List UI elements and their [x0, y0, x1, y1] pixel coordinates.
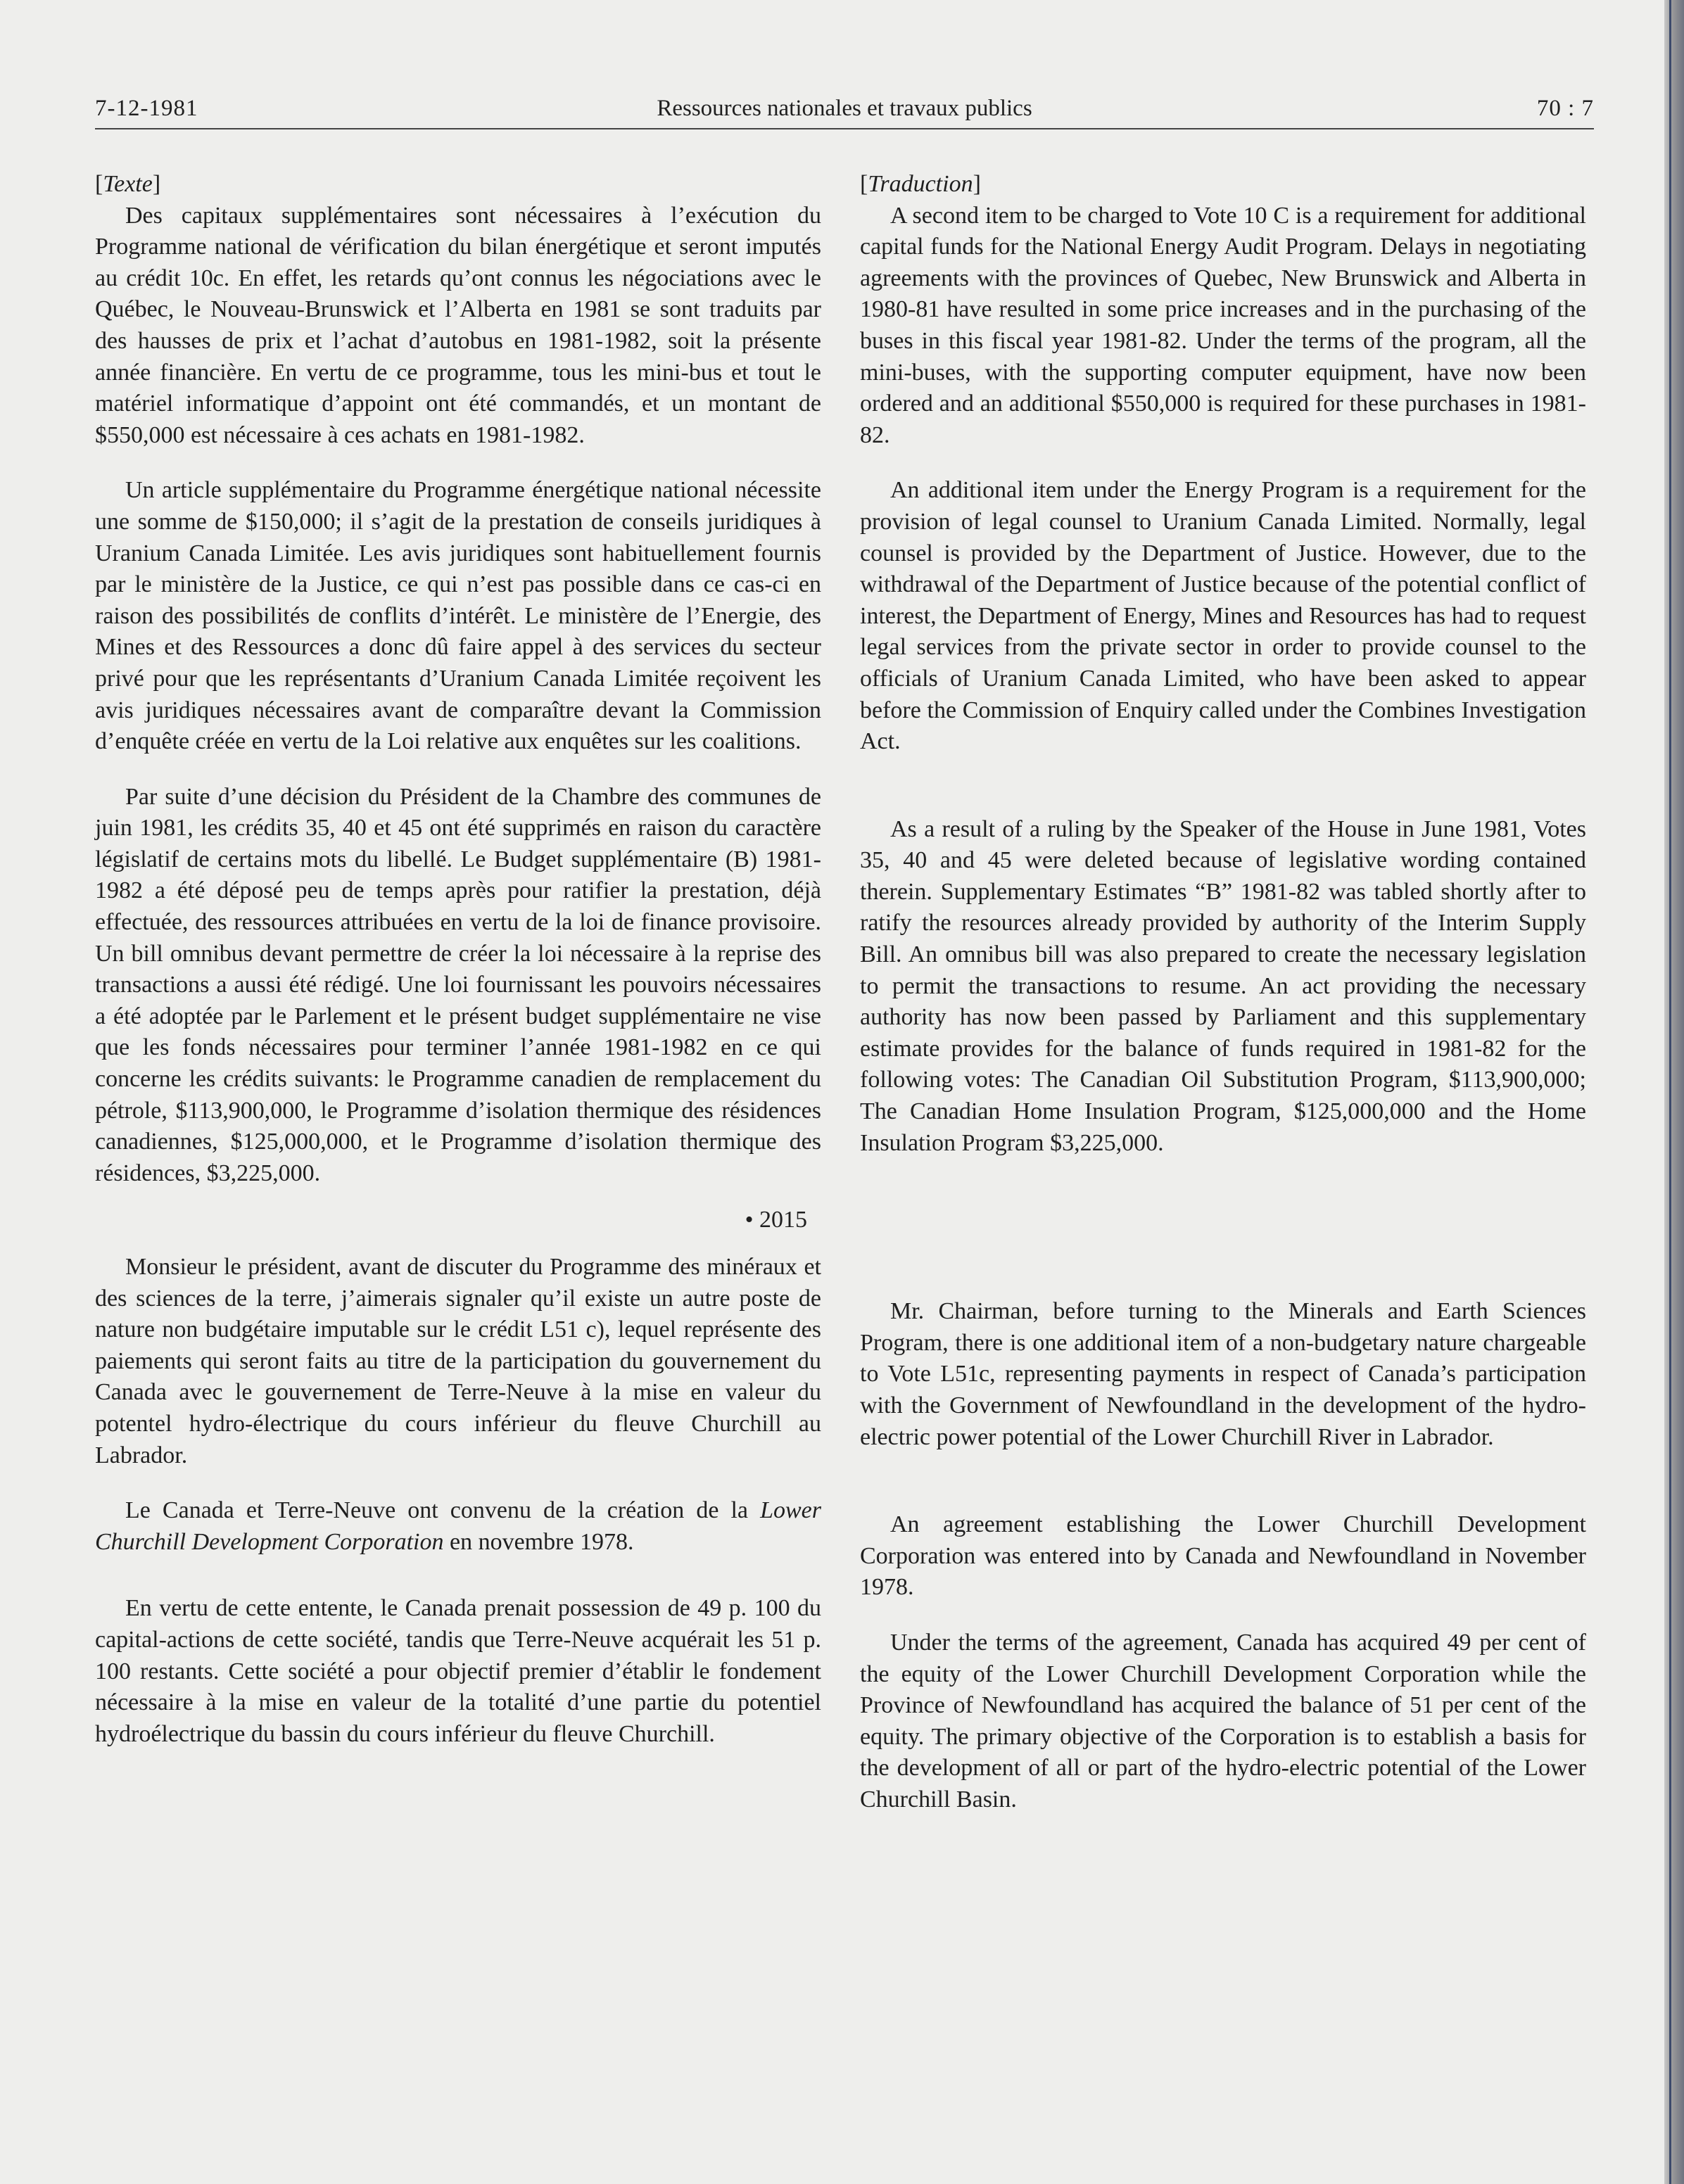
header-title: Ressources nationales et travaux publics [657, 96, 1032, 121]
paragraph: A second item to be charged to Vote 10 C is a requirement for additional capital funds for the National Energy Audit Program. Delays in negotiating agreements with the provinces of Quebec, New Brunswick and Alberta in 1980-81 have resulted in some price increases and in the purchasing of the buses in this fiscal year 1981-82. Under the terms of the program, all the mini-buses, with the supporting computer equipment, have now been ordered and an additional $550,000 is required for these purchases in 1981-82. [860, 202, 1586, 448]
paragraph: Des capitaux supplémentaires sont nécessaires à l’exécution du Programme national de vérification du bilan énergétique et seront imputés au crédit 10c. En effet, les retards qu’ont connus les négociations avec le Québec, le Nouveau-Brunswick et l’Alberta en 1981 se sont traduits par des hausses de prix et l’achat d’autobus en 1981-1982, soit la présente année financière. En vertu de ce programme, tous les mini-bus et tout le matériel informatique d’appoint ont été commandés, et un montant de $550,000 est nécessaire à ces achats en 1981-1982. [95, 202, 821, 448]
paragraph: Par suite d’une décision du Président de la Chambre des communes de juin 1981, les crédits 35, 40 et 45 ont été supprimés en raison du caractère législatif de certains mots du libellé. Le Budget supplémentaire (B) 1981-1982 a été déposé peu de temps après pour ratifier la prestation, déjà effectuée, des ressources attribuées en vertu de la loi de finance provisoire. Un bill omnibus devant permettre de créer la loi nécessaire à la reprise des transactions a aussi été rédigé. Une loi fournissant les pouvoirs nécessaires a été adoptée par le Parlement et le présent budget supplémentaire ne vise que les fonds nécessaires pour terminer l’année 1981-1982 en ce qui concerne les crédits suivants: le Programme canadien de remplacement du pétrole, $113,900,000, le Programme d’isolation thermique des résidences canadiennes, $125,000,000, et le Programme d’isolation thermique des résidences, $3,225,000. [95, 783, 821, 1186]
english-column [860, 169, 1586, 1816]
header-date: 7-12-1981 [95, 96, 198, 121]
paragraph: Le Canada et Terre-Neuve ont convenu de la création de la Lower Churchill Development Corporation en novembre 1978. [95, 1497, 821, 1555]
page-edge [1664, 0, 1684, 2184]
time-marker: • 2015 [745, 1207, 807, 1233]
header-page-ref: 70 : 7 [1536, 96, 1594, 121]
italic-corporation-name: Lower Churchill Development Corporation [95, 1497, 821, 1555]
section-label-traduction: [Traduction] [860, 171, 981, 197]
paragraph: Un article supplémentaire du Programme énergétique national nécessite une somme de $150,000; il s’agit de la prestation de conseils juridiques à Uranium Canada Limitée. Les avis juridiques sont habituellement fournis par le ministère de la Justice, ce qui n’est pas possible dans ce cas-ci en raison des possibilités de conflits d’intérêt. Le ministère de l’Energie, des Mines et des Ressources a donc dû faire appel à des services du secteur privé pour que les représentants d’Uranium Canada Limitée reçoivent les avis juridiques nécessaires avant de comparaître devant la Commission d’enquête créée en vertu de la Loi relative aux enquêtes sur les coalitions. [95, 477, 821, 755]
french-column [95, 169, 821, 1750]
paragraph: As a result of a ruling by the Speaker of the House in June 1981, Votes 35, 40 and 45 were deleted because of legislative wording contained therein. Supplementary Estimates “B” 1981-82 was tabled shortly after to ratify the resources already provided by authority of the Interim Supply Bill. An omnibus bill was also prepared to create the necessary legislation to permit the transactions to resume. An act providing the necessary authority has now been passed by Parliament and this supplementary estimate provides for the balance of funds required in 1981-82 for the following votes: The Canadian Oil Substitution Program, $113,900,000; The Canadian Home Insulation Program, $125,000,000 and the Home Insulation Program $3,225,000. [860, 815, 1586, 1156]
paragraph: An additional item under the Energy Program is a requirement for the provision of legal counsel to Uranium Canada Limited. Normally, legal counsel is provided by the Department of Justice. However, due to the withdrawal of the Department of Justice because of the potential conflict of interest, the Department of Energy, Mines and Resources has had to request legal services from the private sector in order to provide counsel to the officials of Uranium Canada Limited, who have been asked to appear before the Commission of Enquiry called under the Combines Investigation Act. [860, 477, 1586, 755]
page-header [95, 91, 1594, 129]
paragraph: Mr. Chairman, before turning to the Minerals and Earth Sciences Program, there is one additional item of a non-budgetary nature chargeable to Vote L51c, representing payments in respect of Canada’s participation with the Government of Newfoundland in the development of the hydro-electric power potential of the Lower Churchill River in Labrador. [860, 1298, 1586, 1450]
paragraph: En vertu de cette entente, le Canada prenait possession de 49 p. 100 du capital-actions de cette société, tandis que Terre-Neuve acquérait les 51 p. 100 restants. Cette société a pour objectif premier d’établir le fondement nécessaire à la mise en valeur de la totalité d’une partie du potentiel hydroélectrique du bassin du cours inférieur du fleuve Churchill. [95, 1595, 821, 1747]
paragraph: An agreement establishing the Lower Churchill Development Corporation was entered into by Canada and Newfoundland in November 1978. [860, 1511, 1586, 1601]
paragraph: Under the terms of the agreement, Canada has acquired 49 per cent of the equity of the Lower Churchill Development Corporation while the Province of Newfoundland has acquired the balance of 51 per cent of the equity. The primary objective of the Corporation is to establish a basis for the development of all or part of the hydro-electric potential of the Lower Churchill Basin. [860, 1629, 1586, 1812]
paragraph: Monsieur le président, avant de discuter du Programme des minéraux et des sciences de la terre, j’aimerais signaler qu’il existe un autre poste de nature non budgétaire imputable sur le crédit L51 c), lequel représente des paiements qui seront faits au titre de la participation du gouvernement du Canada avec le gouvernement de Terre-Neuve à la mise en valeur du potentel hydro-électrique du cours inférieur du fleuve Churchill au Labrador. [95, 1254, 821, 1468]
binding-line [1669, 0, 1671, 2184]
section-label-texte: [Texte] [95, 171, 161, 197]
